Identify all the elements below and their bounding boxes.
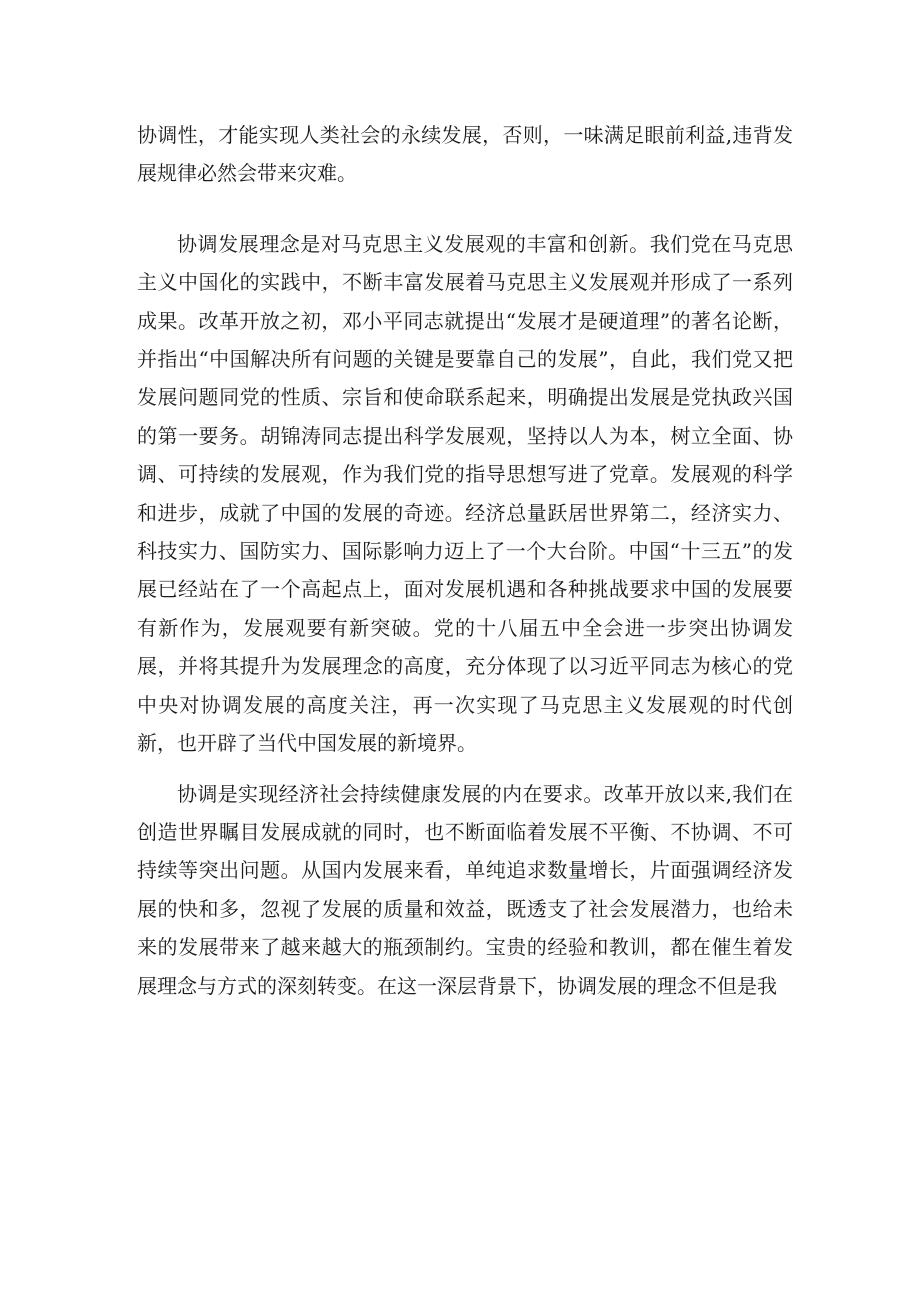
paragraph-coordination-requirement: 协调是实现经济社会持续健康发展的内在要求。改革开放以来,我们在创造世界瞩目发展成就的同时，也不断面临着发展不平衡、不协调、不可持续等突出问题。从国内发展来看，单纯追求数量增长，片面强调经济发展的快和多，忽视了发展的质量和效益，既透支了社会发展潜力，也给未来的发展带来了越来越大的瓶颈制约。宝贵的经验和教训，都在催生着发展理念与方式的深刻转变。在这一深层背景下，协调发展的理念不但是我 xyxy=(137,781,793,998)
paragraph-coordination-concept: 协调发展理念是对马克思主义发展观的丰富和创新。我们党在马克思主义中国化的实践中，不断丰富发展着马克思主义发展观并形成了一系列成果。改革开放之初，邓小平同志就提出“发展才是硬道理”的著名论断，并指出“中国解决所有问题的关键是要靠自己的发展”，自此，我们党又把发展问题同党的性质、宗旨和使命联系起来，明确提出发展是党执政兴国的第一要务。胡锦涛同志提出科学发展观，坚持以人为本，树立全面、协调、可持续的发展观，作为我们党的指导思想写进了党章。发展观的科学和进步，成就了中国的发展的奇迹。经济总量跃居世界第二，经济实力、科技实力、国防实力、国际影响力迈上了一个大台阶。中国“十三五”的发展已经站在了一个高起点上，面对发展机遇和各种挑战要求中国的发展要有新作为，发展观要有新突破。党的十八届五中全会进一步突出协调发展，并将其提升为发展理念的高度，充分体现了以习近平同志为核心的党中央对协调发展的高度关注，再一次实现了马克思主义发展观的时代创新，也开辟了当代中国发展的新境界。 xyxy=(137,231,793,756)
paragraph-continuation: 协调性，才能实现人类社会的永续发展，否则，一味满足眼前利益,违背发展规律必然会带来灾难。 xyxy=(137,123,793,186)
body-text xyxy=(137,116,793,1005)
